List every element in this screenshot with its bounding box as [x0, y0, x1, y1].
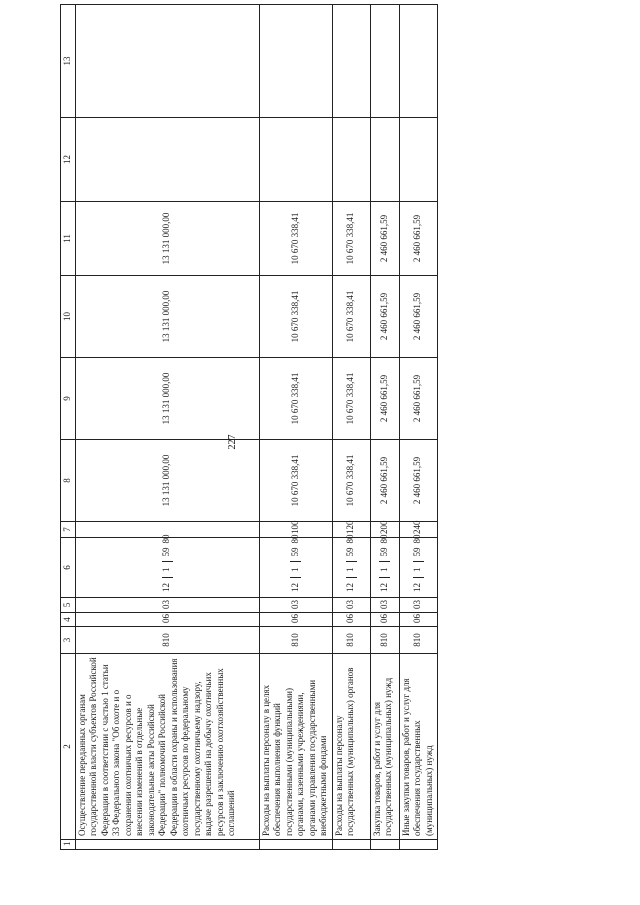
code-cell: 810: [259, 627, 332, 654]
header-cell: 6: [61, 538, 76, 598]
code-part: 12: [378, 583, 389, 592]
header-cell: 2: [61, 654, 76, 840]
code-part: 12: [345, 583, 356, 592]
amount-cell: 2 460 661,59: [370, 358, 399, 440]
table-row: [399, 5, 437, 850]
table-row: [370, 5, 399, 850]
code-part: 1: [345, 567, 356, 572]
amount-cell: 13 131 000,00: [75, 358, 259, 440]
amount-cell: [332, 5, 370, 118]
amount-cell: 2 460 661,59: [370, 202, 399, 276]
code-part: 80: [412, 534, 423, 544]
code-cell: 06: [259, 613, 332, 627]
header-cell: 12: [61, 118, 76, 202]
expense-type-cell: 240: [399, 522, 437, 538]
row-index-cell: [259, 840, 332, 850]
amount-cell: 2 460 661,59: [399, 440, 437, 522]
amount-cell: [332, 118, 370, 202]
amount-cell: [259, 118, 332, 202]
table-row: [259, 5, 332, 850]
amount-cell: 10 670 338,41: [259, 440, 332, 522]
target-article-cell: [370, 534, 399, 598]
budget-table: [60, 4, 438, 850]
description-cell: Расходы на выплаты персоналу в целях обеспечения выполнения функций государственными (муниципальными) органами, казенными учреждениями, органами управления государственными внебюджетными фондами: [259, 654, 332, 840]
header-cell: 8: [61, 440, 76, 522]
code-cell: 810: [332, 627, 370, 654]
description-cell: Осуществление переданных органам государственной власти субъектов Российской Федерации в соответствии с частью 1 статьи 33 Федерального закона "Об охоте и о сохранении охотничьих ресурсов и о внесении изменений в отдельные законодательные акты Российской Федерации" полномочий Российской Федерации в области охраны и использования охотничьих ресурсов по федеральному государственному охотничьему надзору, выдаче разрешений на добычу охотничьих ресурсов и заключению охотхозяйственных соглашений: [75, 654, 259, 840]
row-index-cell: [399, 840, 437, 850]
code-part: 80: [378, 534, 389, 544]
amount-cell: 10 670 338,41: [332, 202, 370, 276]
header-cell: 1: [61, 840, 76, 850]
target-article-cell: [332, 534, 370, 598]
row-index-cell: [332, 840, 370, 850]
code-cell: 06: [399, 613, 437, 627]
table-row: [75, 5, 259, 850]
code-cell: 03: [259, 598, 332, 613]
target-article-cell: [259, 534, 332, 598]
header-row: [61, 5, 76, 850]
expense-type-cell: 120: [332, 522, 370, 538]
code-cell: 03: [332, 598, 370, 613]
code-cell: 06: [370, 613, 399, 627]
code-cell: 06: [332, 613, 370, 627]
amount-cell: [370, 118, 399, 202]
amount-cell: 13 131 000,00: [75, 440, 259, 522]
header-cell: 5: [61, 598, 76, 613]
table-row: [332, 5, 370, 850]
expense-type-cell: 100: [259, 522, 332, 538]
code-part: 12: [161, 583, 172, 592]
code-part: 1: [412, 567, 423, 572]
amount-cell: 2 460 661,59: [399, 202, 437, 276]
page-number: 227: [227, 434, 238, 450]
code-part: 59: [161, 547, 172, 557]
amount-cell: 10 670 338,41: [332, 440, 370, 522]
code-part: 59: [345, 547, 356, 557]
rotated-table-wrapper: [60, 5, 435, 850]
amount-cell: 2 460 661,59: [370, 440, 399, 522]
code-part: 80: [345, 534, 356, 544]
row-index-cell: [370, 840, 399, 850]
description-cell: Расходы на выплаты персоналу государственных (муниципальных) органов: [332, 654, 370, 840]
header-cell: 10: [61, 276, 76, 358]
header-cell: 3: [61, 627, 76, 654]
code-cell: 03: [370, 598, 399, 613]
description-cell: Закупка товаров, работ и услуг для государственных (муниципальных) нужд: [370, 654, 399, 840]
code-part: 59: [289, 547, 300, 557]
code-part: 12: [412, 583, 423, 592]
amount-cell: 13 131 000,00: [75, 202, 259, 276]
amount-cell: 2 460 661,59: [370, 276, 399, 358]
amount-cell: [75, 5, 259, 118]
code-part: 59: [378, 547, 389, 557]
code-part: 59: [412, 547, 423, 557]
amount-cell: 10 670 338,41: [259, 202, 332, 276]
expense-type-cell: 200: [370, 522, 399, 538]
code-cell: 03: [399, 598, 437, 613]
row-index-cell: [75, 840, 259, 850]
header-cell: 4: [61, 613, 76, 627]
amount-cell: 10 670 338,41: [259, 358, 332, 440]
header-cell: 9: [61, 358, 76, 440]
code-part: 1: [289, 567, 300, 572]
header-cell: 7: [61, 522, 76, 538]
target-article-cell: [75, 534, 259, 598]
amount-cell: [75, 118, 259, 202]
code-part: 1: [161, 567, 172, 572]
amount-cell: [399, 118, 437, 202]
amount-cell: [370, 5, 399, 118]
amount-cell: 13 131 000,00: [75, 276, 259, 358]
code-cell: 03: [75, 598, 259, 613]
code-part: 80: [289, 534, 300, 544]
amount-cell: 10 670 338,41: [332, 358, 370, 440]
code-cell: 06: [75, 613, 259, 627]
code-part: 1: [378, 567, 389, 572]
code-cell: 810: [370, 627, 399, 654]
amount-cell: 10 670 338,41: [332, 276, 370, 358]
target-article-cell: [399, 534, 437, 598]
code-part: 80: [161, 534, 172, 544]
header-cell: 13: [61, 5, 76, 118]
header-cell: 11: [61, 202, 76, 276]
amount-cell: [399, 5, 437, 118]
code-part: 12: [289, 583, 300, 592]
amount-cell: 2 460 661,59: [399, 276, 437, 358]
amount-cell: 10 670 338,41: [259, 276, 332, 358]
amount-cell: [259, 5, 332, 118]
amount-cell: 2 460 661,59: [399, 358, 437, 440]
code-cell: 810: [75, 627, 259, 654]
description-cell: Иные закупки товаров, работ и услуг для обеспечения государственных (муниципальных) нужд: [399, 654, 437, 840]
code-cell: 810: [399, 627, 437, 654]
